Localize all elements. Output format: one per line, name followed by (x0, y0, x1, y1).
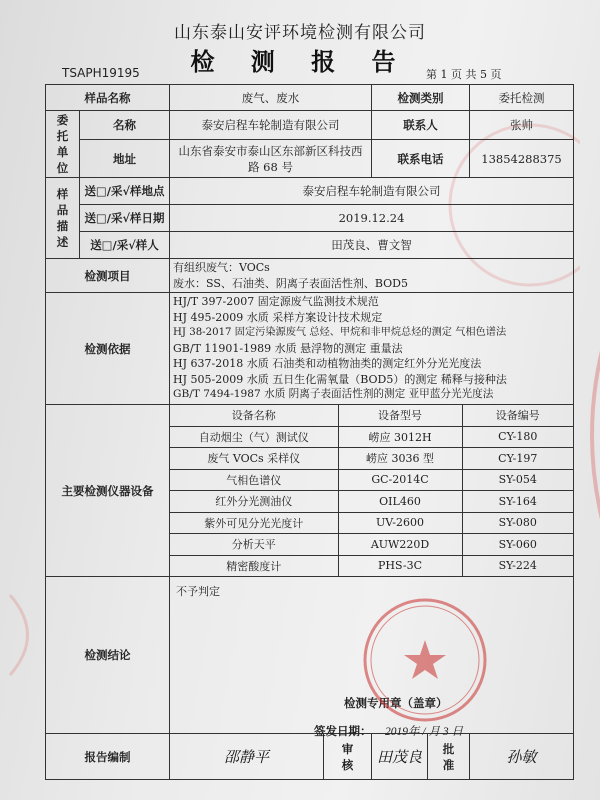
equipment-model: UV-2600 (338, 512, 462, 534)
equipment-id: SY-224 (462, 555, 573, 576)
company-name: 山东泰山安评环境检测有限公司 (174, 23, 426, 43)
equipment-id: CY-197 (462, 448, 573, 470)
location-label: 送□/采√样地点 (80, 178, 170, 205)
basis-line: HJ 637-2018 水质 石油类和动植物油类的测定红外分光光度法 (173, 357, 482, 371)
equipment-row (170, 555, 573, 576)
equipment-name: 分析天平 (170, 534, 338, 556)
equipment-row (170, 534, 573, 556)
client-label: 委 托 单 位 (46, 111, 80, 178)
compiler-signature: 邵静平 (170, 734, 324, 780)
compiler-label: 报告编制 (46, 734, 170, 780)
equipment-row (170, 448, 573, 470)
basis-label: 检测依据 (46, 293, 170, 405)
address-value: 山东省泰安市泰山区东部新区科技西路 68 号 (170, 140, 372, 178)
basis-line: HJ 495-2009 水质 采样方案设计技术规定 (173, 310, 383, 324)
basis-line: HJ 505-2009 水质 五日生化需氧量（BOD5）的测定 稀释与接种法 (173, 372, 507, 386)
report-table (45, 84, 574, 780)
faint-seal-edge (578, 330, 600, 540)
basis-line: HJ 38-2017 固定污染源废气 总烃、甲烷和非甲烷总烃的测定 气相色谱法 (173, 327, 507, 339)
date-value: 2019.12.24 (170, 205, 574, 232)
reviewer-label: 审 核 (324, 734, 372, 780)
equipment-model: 崂应 3036 型 (338, 448, 462, 470)
equipment-id: SY-054 (462, 469, 573, 491)
client-name-label: 名称 (80, 111, 170, 140)
equipment-table (170, 405, 573, 576)
report-number: TSAPH19195 (62, 66, 140, 80)
approver-signature: 孙敏 (470, 734, 574, 780)
sample-desc-label: 样 品 描 述 (46, 178, 80, 259)
equipment-id: CY-180 (462, 426, 573, 448)
equipment-name: 紫外可见分光光度计 (170, 512, 338, 534)
location-value: 泰安启程车轮制造有限公司 (170, 178, 574, 205)
items-value (170, 259, 574, 293)
equipment-id: SY-060 (462, 534, 573, 556)
date-label: 送□/采√样日期 (80, 205, 170, 232)
page-info: 第 1 页 共 5 页 (426, 68, 502, 81)
equipment-model: PHS-3C (338, 555, 462, 576)
person-value: 田茂良、曹文智 (170, 232, 574, 259)
equipment-header: 设备名称 (170, 405, 338, 426)
contact-value: 张帅 (470, 111, 574, 140)
sign-date-label: 签发日期： (314, 724, 372, 738)
equipment-name: 红外分光测油仪 (170, 491, 338, 513)
item-line: 有组织废气：VOCs (173, 261, 270, 274)
equipment-row (170, 491, 573, 513)
equipment-name: 自动烟尘（气）测试仪 (170, 426, 338, 448)
equipment-model: OIL460 (338, 491, 462, 513)
item-line: 废水：SS、石油类、阴离子表面活性剂、BOD5 (173, 276, 409, 290)
contact-label: 联系人 (372, 111, 470, 140)
equipment-model: GC-2014C (338, 469, 462, 491)
equipment-header: 设备编号 (462, 405, 573, 426)
test-category-value: 委托检测 (470, 85, 574, 111)
equipment-name: 气相色谱仪 (170, 469, 338, 491)
address-label: 地址 (80, 140, 170, 178)
equipment-name: 精密酸度计 (226, 559, 282, 573)
seal-label: 检测专用章（盖章） (344, 696, 448, 710)
reviewer-signature: 田茂良 (372, 734, 428, 780)
conclusion-text: 不予判定 (176, 585, 220, 598)
equipment-row (170, 469, 573, 491)
person-label: 送□/采√样人 (80, 232, 170, 259)
basis-line: HJ/T 397-2007 固定源废气监测技术规范 (173, 295, 379, 309)
equipment-header-row (170, 405, 573, 426)
equipment-name: 废气 VOCs 采样仪 (170, 448, 338, 470)
equipment-id: SY-164 (462, 491, 573, 513)
items-label: 检测项目 (46, 259, 170, 293)
equipment-model: 崂应 3012H (338, 426, 462, 448)
equipment-row (170, 512, 573, 534)
test-category-label: 检测类别 (372, 85, 470, 111)
basis-line: GB/T 11901-1989 水质 悬浮物的测定 重量法 (173, 341, 403, 355)
equipment-id: SY-080 (462, 512, 573, 534)
equipment-row (170, 426, 573, 448)
basis-value (170, 293, 574, 405)
instruments-label: 主要检测仪器设备 (46, 405, 170, 577)
equipment-model: AUW220D (338, 534, 462, 556)
phone-label: 联系电话 (372, 140, 470, 178)
report-title: 检 测 报 告 (190, 47, 410, 76)
conclusion-label: 检测结论 (46, 577, 170, 734)
faint-seal-left (0, 590, 50, 680)
sign-date-value: 2019年 / 月 3 日 (385, 726, 463, 738)
client-name-value: 泰安启程车轮制造有限公司 (170, 111, 372, 140)
basis-line: GB/T 7494-1987 水质 阴离子表面活性剂的测定 亚甲蓝分光光度法 (173, 388, 494, 401)
approver-label: 批 准 (428, 734, 470, 780)
phone-value: 13854288375 (470, 140, 574, 178)
sample-name-value: 废气、废水 (170, 85, 372, 111)
equipment-cell (170, 405, 574, 577)
equipment-header: 设备型号 (338, 405, 462, 426)
sample-name-label: 样品名称 (46, 85, 170, 111)
official-seal (360, 595, 490, 725)
